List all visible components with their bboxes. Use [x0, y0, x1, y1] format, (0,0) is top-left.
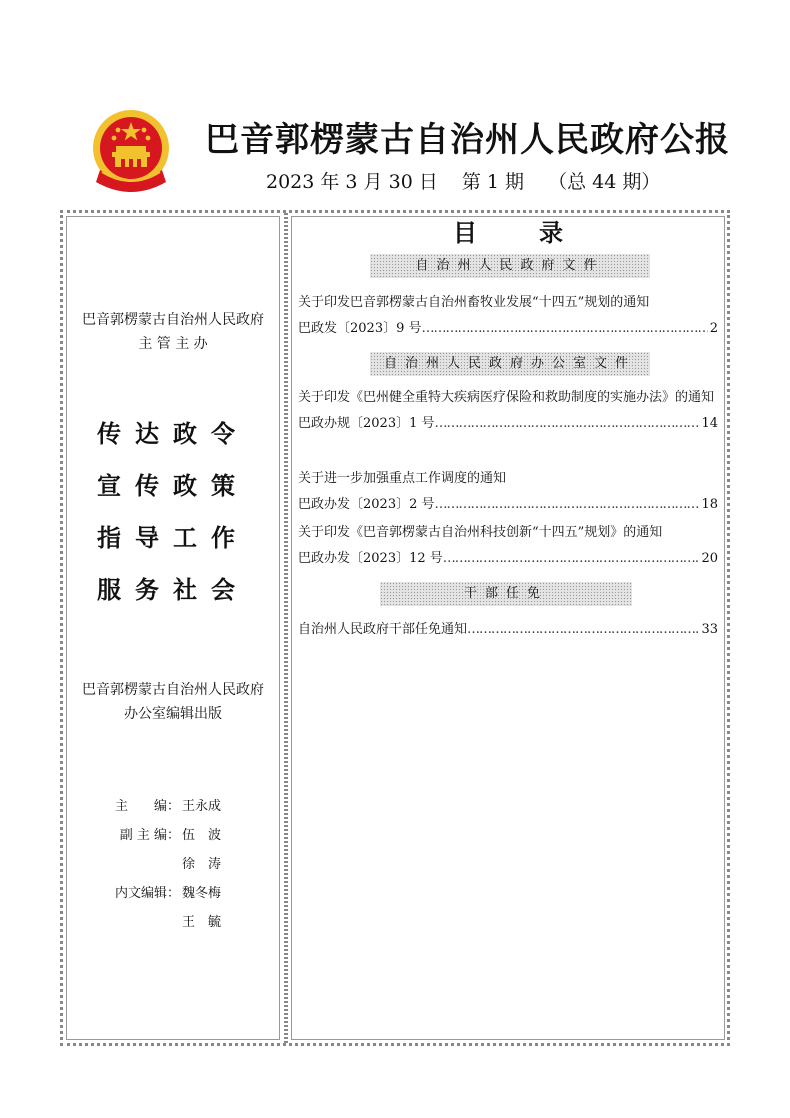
toc-entry-page: 14: [701, 416, 718, 431]
editor-row: [66, 821, 280, 850]
toc-entry-page: 18: [701, 497, 718, 512]
toc-entry-page: 33: [701, 622, 718, 637]
editor-role: 主 编：: [114, 799, 180, 814]
toc-entry-code-line: [298, 546, 718, 572]
sponsor-role: 主 管 主 办: [138, 336, 208, 352]
sponsor-block: [66, 308, 280, 356]
toc-entry-page: 20: [701, 551, 718, 566]
toc-entry[interactable]: [298, 617, 718, 643]
slogan-line: 宣传政策: [97, 471, 249, 500]
editor-role: [66, 908, 180, 937]
leader-dots: [435, 411, 700, 437]
slogan-list: [66, 408, 280, 616]
issue-date: 2023 年 3 月 30 日: [266, 171, 438, 193]
toc-entry[interactable]: [298, 520, 718, 572]
slogan-line: 指导工作: [97, 523, 249, 552]
slogan-line: 服务社会: [97, 575, 249, 604]
column-divider: [284, 213, 288, 1043]
editor-name: 伍 波: [182, 828, 222, 843]
editor-name: 魏冬梅: [182, 886, 222, 901]
toc-entry-code-line: [298, 411, 718, 437]
toc-section-header: 干部任免: [380, 582, 632, 606]
editor-name: 王 毓: [182, 915, 222, 930]
toc-entry[interactable]: [298, 466, 718, 518]
editor-name: 王永成: [182, 799, 222, 814]
slogan-line: 传达政令: [97, 419, 249, 448]
editor-row: [66, 850, 280, 879]
toc-entry-code-line: [298, 316, 718, 342]
editor-role: 副 主 编：: [119, 828, 180, 843]
leader-dots: [422, 316, 708, 342]
toc-entry-code: 自治州人民政府干部任免通知: [298, 622, 468, 637]
toc-entry-code: 巴政办发〔2023〕12 号: [298, 551, 443, 566]
editor-role: [66, 850, 180, 879]
leader-dots: [443, 546, 700, 572]
gazette-title: 巴音郭楞蒙古自治州人民政府公报: [205, 120, 730, 160]
editor-list: [66, 792, 280, 937]
national-emblem-icon: [88, 108, 174, 198]
sponsor-name: 巴音郭楞蒙古自治州人民政府: [82, 312, 264, 328]
toc-entry-title: 关于印发巴音郭楞蒙古自治州畜牧业发展“十四五”规划的通知: [298, 295, 650, 310]
editor-role: 内文编辑：: [114, 886, 180, 901]
issue-number: 第 1 期: [461, 171, 525, 193]
publisher-block: [66, 678, 280, 726]
toc-section-header: 自治州人民政府文件: [370, 254, 650, 278]
publisher-role: 办公室编辑出版: [124, 706, 222, 722]
issue-line: [266, 167, 678, 194]
editor-row: [66, 879, 280, 908]
editor-row: [66, 792, 280, 821]
toc-section-header: 自治州人民政府办公室文件: [370, 352, 650, 376]
toc-entry-code: 巴政办发〔2023〕2 号: [298, 497, 435, 512]
toc-entry-title: 关于印发《巴州健全重特大疾病医疗保险和救助制度的实施办法》的通知: [298, 390, 715, 405]
toc-entry-code-line: [298, 617, 718, 643]
toc-entry[interactable]: [298, 290, 718, 342]
publisher-name: 巴音郭楞蒙古自治州人民政府: [82, 682, 264, 698]
toc-entry-code: 巴政发〔2023〕9 号: [298, 321, 422, 336]
toc-entry-title: 关于印发《巴音郭楞蒙古自治州科技创新“十四五”规划》的通知: [298, 525, 663, 540]
toc-entry-code: 巴政办规〔2023〕1 号: [298, 416, 435, 431]
toc-title: 目录: [453, 218, 625, 247]
issue-total: （总 44 期）: [548, 171, 661, 193]
toc-entry-title: 关于进一步加强重点工作调度的通知: [298, 471, 507, 486]
toc-entry[interactable]: [298, 385, 718, 437]
leader-dots: [435, 492, 700, 518]
toc-entry-page: 2: [709, 321, 718, 336]
leader-dots: [467, 617, 699, 643]
toc-entry-code-line: [298, 492, 718, 518]
editor-name: 徐 涛: [182, 857, 222, 872]
editor-row: [66, 908, 280, 937]
